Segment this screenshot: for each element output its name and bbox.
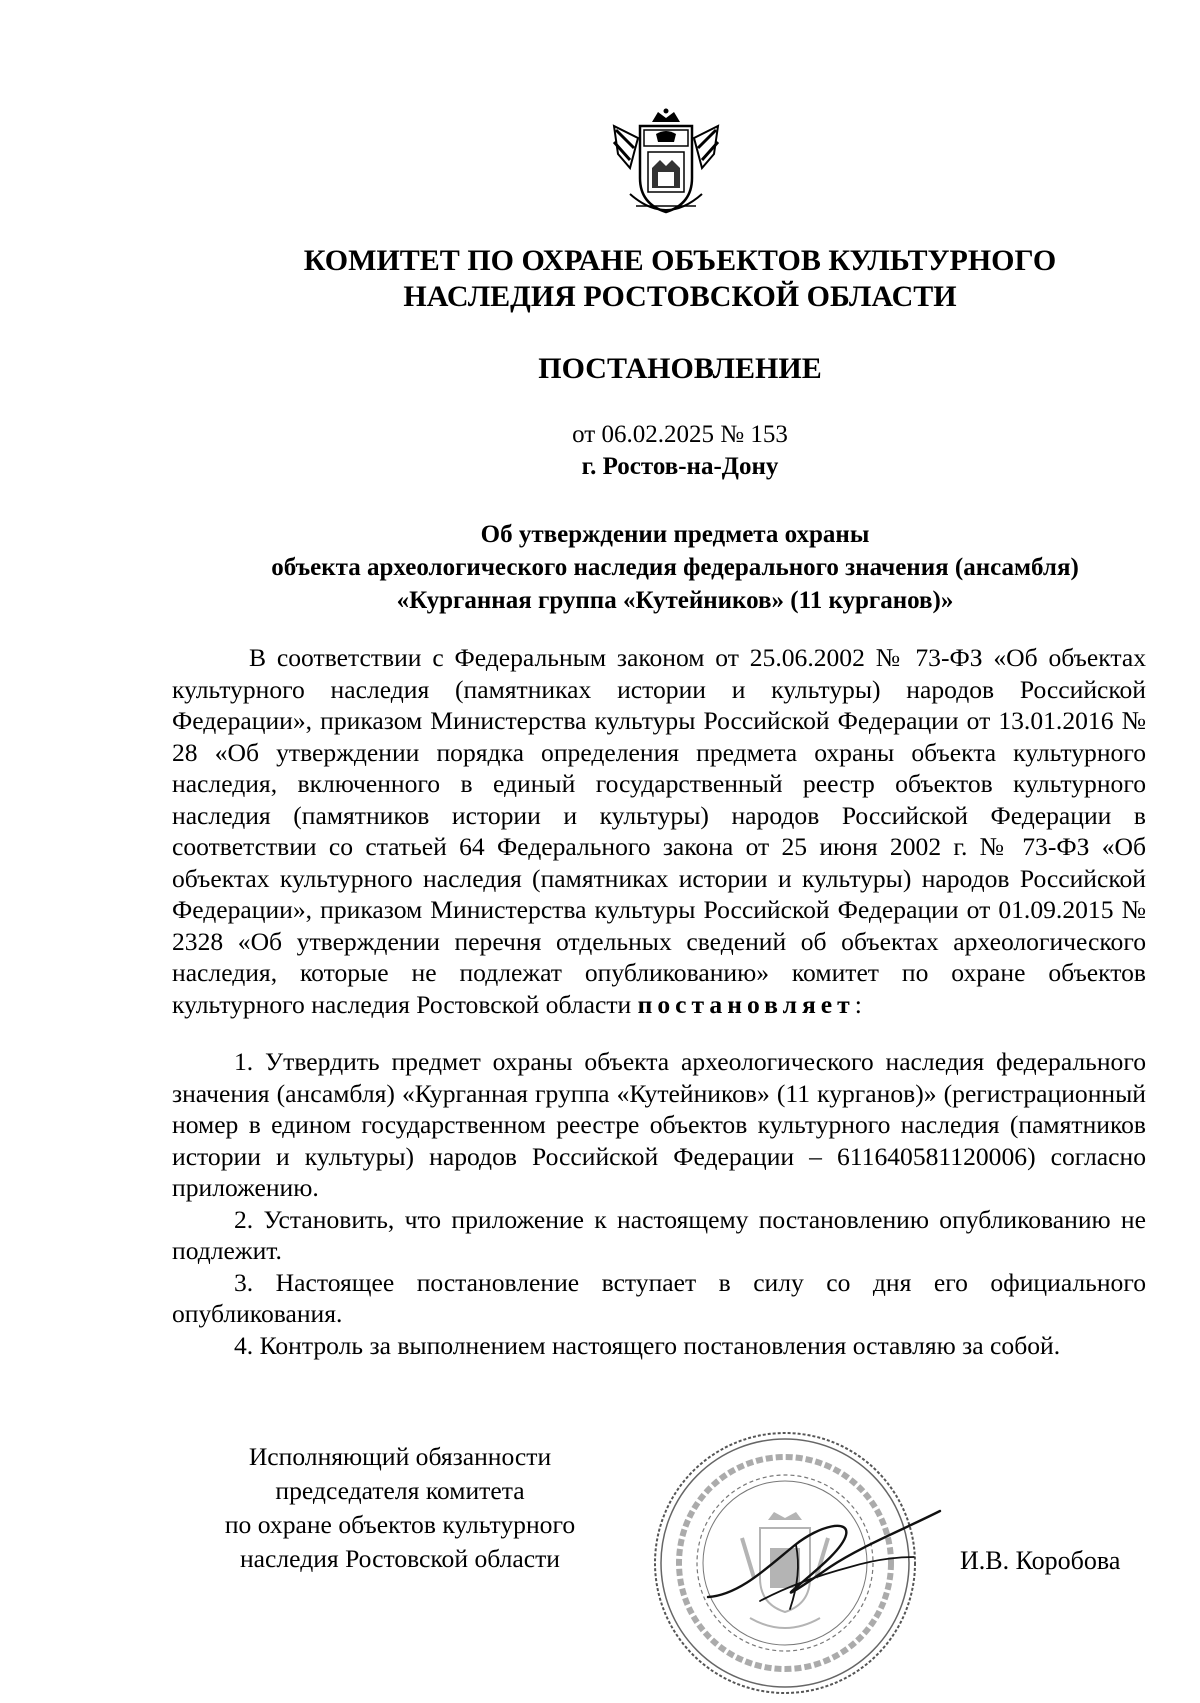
subject-line2: объекта археологического наследия федерального значения (ансамбля) <box>271 554 1079 581</box>
decree-item-2: 2. Установить, что приложение к настоящему постановлению опубликованию не подлежит. <box>172 1204 1146 1265</box>
document-type: ПОСТАНОВЛЕНИЕ <box>538 352 822 385</box>
preamble-text: В соответствии с Федеральным законом от 25.06.2002 № 73-ФЗ «Об объектах культурного наследия (памятниках истории и культуры) народов Российской Федерации», приказом Министерства культуры Российской Федерации от 13.01.2016 № 28 «Об утверждении порядка определения предмета охраны объекта культурного наследия, включенного в единый государственный реестр объектов культурного наследия (памятников истории и культуры) народов Российской Федерации в соответствии со статьей 64 Федерального закона от 25 июня 2002 г. № 73-ФЗ «Об объектах культурного наследия (памятниках истории и культуры) народов Российской Федерации», приказом Министерства культуры Российской Федерации от 01.09.2015 № 2328 «Об утверждении перечня отдельных сведений об объектах археологического наследия, которые не подлежат опубликованию» комитет по охране объектов культурного наследия Ростовской области <box>172 643 1146 1019</box>
decree-items <box>172 1046 1146 1361</box>
decree-item-1: 1. Утвердить предмет охраны объекта археологического наследия федерального значения (ансамбля) «Курганная группа «Кутейников» (11 курганов)» (регистрационный номер в едином государственном реестре объектов культурного наследия (памятников истории и культуры) народов Российской Федерации – 611640581120006) согласно приложению. <box>172 1047 1146 1202</box>
decree-item-3: 3. Настоящее постановление вступает в силу со дня его официального опубликования. <box>172 1267 1146 1328</box>
subject-line3: «Курганная группа «Кутейников» (11 курганов)» <box>396 587 954 614</box>
document-city: г. Ростов-на-Дону <box>581 453 779 480</box>
document-date-number: от 06.02.2025 № 153 <box>572 421 788 448</box>
signatory-position-line4: наследия Ростовской области <box>239 1544 560 1573</box>
signatory-position-line2: председателя комитета <box>275 1476 525 1505</box>
preamble-colon: : <box>854 989 862 1019</box>
organization-name-line2: НАСЛЕДИЯ РОСТОВСКОЙ ОБЛАСТИ <box>403 280 957 313</box>
coat-of-arms-icon <box>600 108 732 226</box>
document-subject <box>170 518 1180 617</box>
signatory-position-line1: Исполняющий обязанности <box>248 1442 552 1471</box>
decree-word: постановляет <box>637 989 855 1019</box>
signatory-position <box>180 1440 620 1576</box>
organization-name-line1: КОМИТЕТ ПО ОХРАНЕ ОБЪЕКТОВ КУЛЬТУРНОГО <box>303 244 1057 277</box>
signatory-position-line3: по охране объектов культурного <box>224 1510 576 1539</box>
signatory-name: И.В. Коробова <box>960 1546 1121 1575</box>
subject-line1: Об утверждении предмета охраны <box>480 521 870 548</box>
decree-item-4: 4. Контроль за выполнением настоящего постановления оставляю за собой. <box>234 1330 1061 1360</box>
preamble-paragraph <box>172 642 1146 1020</box>
handwritten-signature-icon <box>700 1505 950 1615</box>
